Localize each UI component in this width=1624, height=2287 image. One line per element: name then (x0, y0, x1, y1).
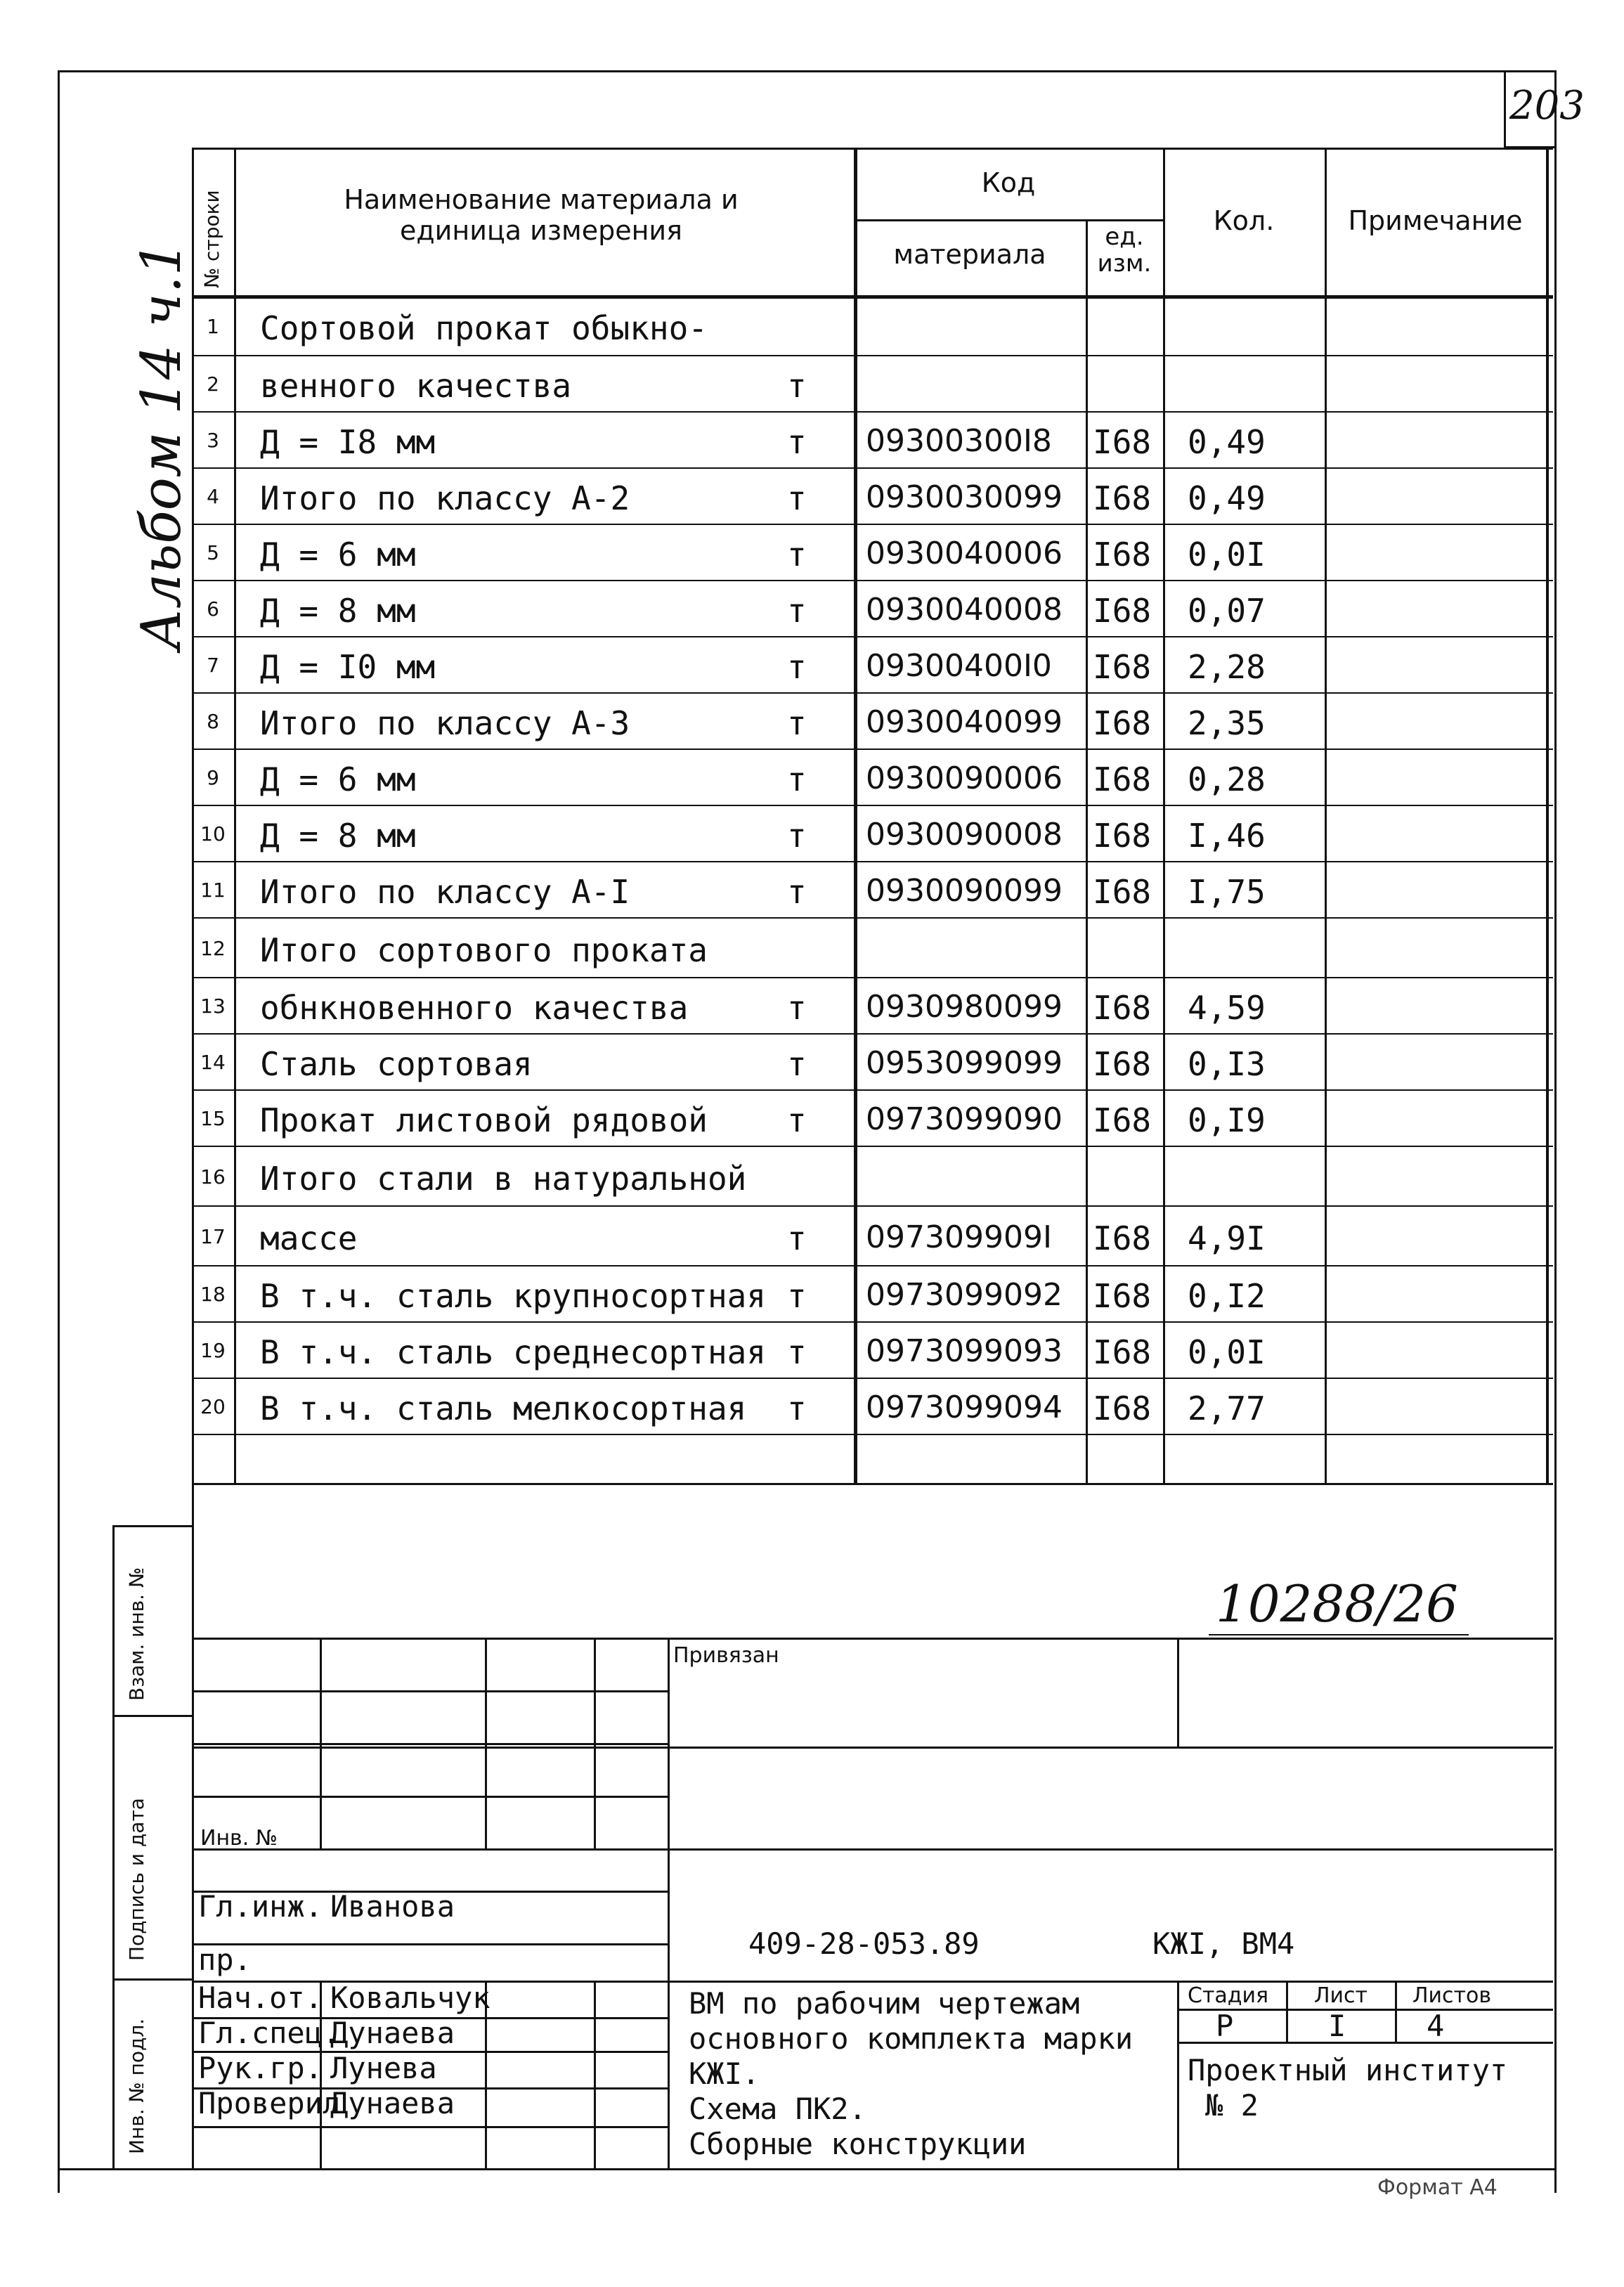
stamp-sign-col-c (594, 1981, 596, 2168)
inv-no-label: Инв. № (200, 1826, 278, 1851)
row-number: 14 (200, 1051, 226, 1074)
handwritten-ref: 10288/26 (1216, 1574, 1458, 1633)
row-unit: т (787, 479, 807, 517)
row-name: Прокат листовой рядовой (260, 1101, 708, 1139)
signatory-name: Лунева (330, 2051, 437, 2085)
header-row-no: № строки (200, 190, 223, 288)
row-code: 0930980099 (866, 989, 1063, 1025)
row-name: массе (260, 1219, 358, 1257)
row-name: Д = I0 мм (260, 648, 436, 686)
stamp-sign-col-4 (668, 1638, 670, 2168)
header-qty: Кол. (1213, 205, 1275, 236)
row-code: 09300300I8 (866, 423, 1052, 459)
sheet-label: Лист (1314, 1983, 1368, 2008)
row-unit: т (787, 536, 807, 574)
row-unit: т (787, 817, 807, 855)
row-number: 8 (207, 710, 219, 733)
row-unit: т (787, 1101, 807, 1139)
frame-top (58, 70, 1554, 72)
row-qty: I,75 (1188, 873, 1266, 911)
row-ed: I68 (1093, 479, 1152, 517)
doc-mark: КЖI, ВМ4 (1152, 1926, 1295, 1961)
stamp-row-5 (192, 1848, 1553, 1851)
side-note: Альбом 14 ч.1 (130, 240, 193, 650)
signatory-role: Нач.от. (198, 1981, 323, 2015)
row-ed: I68 (1093, 989, 1152, 1027)
signatory-role: Гл.инж. (198, 1889, 323, 1924)
row-unit: т (787, 1277, 807, 1315)
row-ed: I68 (1093, 1333, 1152, 1371)
stamp-stage-col-1 (1286, 1981, 1288, 2042)
row-code: 0953099099 (866, 1045, 1063, 1081)
signatory-name: Ковальчук (330, 1981, 491, 2015)
stamp-stage-row-2 (1177, 2042, 1553, 2044)
table-bottom (192, 1483, 1553, 1485)
row-name: Д = 8 мм (260, 592, 416, 630)
handwritten-ref-underline (1209, 1634, 1469, 1635)
row-code: 0973099094 (866, 1389, 1063, 1425)
row-number: 10 (200, 822, 226, 846)
signatory-role: Рук.гр. (198, 2051, 323, 2085)
row-qty: 0,0I (1188, 536, 1266, 574)
sheet-value: I (1328, 2009, 1346, 2043)
row-divider (192, 1434, 1553, 1435)
side-podp: Подпись и дата (125, 1798, 148, 1961)
row-number: 3 (207, 429, 219, 452)
row-qty: 4,59 (1188, 989, 1266, 1027)
row-unit: т (787, 1045, 807, 1083)
row-code: 0973099090 (866, 1101, 1063, 1137)
row-code: 0930030099 (866, 479, 1063, 515)
row-ed: I68 (1093, 1045, 1152, 1083)
row-number: 4 (207, 485, 219, 508)
row-code: 0973099093 (866, 1333, 1063, 1369)
row-unit: т (787, 1389, 807, 1427)
row-name: Д = 6 мм (260, 536, 416, 574)
header-name: Наименование материала и единица измерения (344, 184, 739, 246)
row-number: 7 (207, 654, 219, 677)
row-number: 19 (200, 1339, 226, 1362)
page-number-box-left (1504, 70, 1506, 148)
row-unit: т (787, 989, 807, 1027)
frame-right (1554, 70, 1557, 2193)
row-name: Сортовой прокат обыкно- (260, 309, 708, 347)
row-qty: I,46 (1188, 817, 1266, 855)
row-qty: 4,9I (1188, 1219, 1266, 1257)
row-number: 17 (200, 1225, 226, 1248)
row-code: 0930090008 (866, 817, 1063, 853)
side-inv: Инв. № подл. (125, 2018, 148, 2154)
row-ed: I68 (1093, 873, 1152, 911)
row-qty: 0,49 (1188, 423, 1266, 461)
row-qty: 0,I2 (1188, 1277, 1266, 1315)
row-number: 20 (200, 1395, 226, 1418)
signatory-role: Гл.спец. (198, 2016, 341, 2050)
row-number: 11 (200, 879, 226, 902)
title-line-2: основного комплекта марки (689, 2021, 1133, 2056)
org-line-1: Проектный институт (1188, 2053, 1508, 2087)
code-subheader-line (854, 219, 1163, 221)
row-number: 18 (200, 1283, 226, 1306)
row-qty: 0,I3 (1188, 1045, 1266, 1083)
row-number: 12 (200, 937, 226, 960)
row-ed: I68 (1093, 1389, 1152, 1427)
stamp-left-border (192, 1483, 194, 2168)
privyazan-label: Привязан (673, 1643, 779, 1668)
row-unit: т (787, 648, 807, 686)
sheets-value: 4 (1427, 2009, 1445, 2043)
row-ed: I68 (1093, 1277, 1152, 1315)
stamp-left-row-4 (192, 1796, 668, 1798)
row-qty: 0,I9 (1188, 1101, 1266, 1139)
header-code: Код (981, 167, 1036, 198)
row-qty: 0,28 (1188, 760, 1266, 798)
side-strip-div-2 (112, 1978, 192, 1981)
row-name: Итого по классу А-3 (260, 704, 630, 742)
stamp-left-row-2 (192, 1743, 668, 1745)
row-qty: 0,0I (1188, 1333, 1266, 1371)
row-name: Д = 6 мм (260, 760, 416, 798)
signatory-name: Дунаева (330, 2016, 455, 2050)
row-ed: I68 (1093, 704, 1152, 742)
row-name: Итого сортового проката (260, 931, 708, 969)
stage-label: Стадия (1188, 1983, 1269, 2008)
row-ed: I68 (1093, 817, 1152, 855)
row-code: 0930040006 (866, 536, 1063, 571)
row-number: 15 (200, 1107, 226, 1130)
row-qty: 2,77 (1188, 1389, 1266, 1427)
row-name: Сталь сортовая (260, 1045, 533, 1083)
stamp-top (192, 1638, 1553, 1640)
side-strip-top (112, 1525, 192, 1527)
sheets-label: Листов (1412, 1983, 1492, 2008)
stamp-row-7 (192, 1943, 668, 1945)
stage-value: Р (1216, 2009, 1234, 2043)
title-line-3: КЖI. (689, 2056, 760, 2091)
stamp-row-12 (192, 2126, 668, 2128)
stamp-bottom (58, 2168, 1554, 2170)
row-code: 09300400I0 (866, 648, 1052, 684)
row-name: В т.ч. сталь среднесортная (260, 1333, 767, 1371)
title-line-5: Сборные конструкции (689, 2127, 1027, 2161)
row-ed: I68 (1093, 423, 1152, 461)
row-unit: т (787, 873, 807, 911)
row-name: Итого по классу А-2 (260, 479, 630, 517)
row-number: 9 (207, 766, 219, 789)
signatory-role: Проверил (198, 2086, 341, 2120)
row-unit: т (787, 1333, 807, 1371)
row-code: 0930040008 (866, 592, 1063, 628)
row-ed: I68 (1093, 1219, 1152, 1257)
row-name: Д = I8 мм (260, 423, 436, 461)
row-number: 2 (207, 372, 219, 396)
stamp-privyazan-right (1177, 1638, 1179, 1747)
side-strip-left (112, 1525, 115, 2168)
row-number: 6 (207, 597, 219, 621)
signatory-name: Иванова (330, 1889, 455, 1924)
row-name: обнкновенного качества (260, 989, 689, 1027)
row-number: 1 (207, 315, 219, 338)
row-ed: I68 (1093, 648, 1152, 686)
row-qty: 0,49 (1188, 479, 1266, 517)
row-unit: т (787, 367, 807, 405)
header-code-unit: ед. изм. (1097, 223, 1152, 278)
row-code: 097309909I (866, 1219, 1052, 1255)
header-code-material: материала (893, 239, 1046, 270)
doc-code: 409-28-053.89 (748, 1926, 980, 1961)
table-top (192, 148, 1553, 150)
page-number: 203 (1509, 83, 1585, 129)
row-name: Д = 8 мм (260, 817, 416, 855)
title-line-1: ВМ по рабочим чертежам (689, 1986, 1080, 2021)
row-number: 5 (207, 541, 219, 564)
row-name: Итого стали в натуральной (260, 1160, 747, 1198)
side-strip-div-1 (112, 1715, 192, 1717)
row-qty: 0,07 (1188, 592, 1266, 630)
frame-left (58, 70, 60, 2193)
row-unit: т (787, 704, 807, 742)
header-note: Примечание (1348, 205, 1523, 236)
stamp-left-row-1 (192, 1690, 668, 1692)
row-number: 13 (200, 995, 226, 1018)
org-line-2: № 2 (1205, 2088, 1259, 2123)
row-name: Итого по классу А-I (260, 873, 630, 911)
row-unit: т (787, 760, 807, 798)
row-number: 16 (200, 1165, 226, 1188)
row-qty: 2,35 (1188, 704, 1266, 742)
stamp-stage-col-2 (1395, 1981, 1397, 2042)
row-code: 0973099092 (866, 1277, 1063, 1313)
row-name: В т.ч. сталь мелкосортная (260, 1389, 747, 1427)
signatory-role: пр. (198, 1943, 252, 1977)
row-ed: I68 (1093, 592, 1152, 630)
row-code: 0930090006 (866, 760, 1063, 796)
row-code: 0930090099 (866, 873, 1063, 909)
row-ed: I68 (1093, 1101, 1152, 1139)
row-ed: I68 (1093, 536, 1152, 574)
stamp-row-3 (192, 1747, 1553, 1749)
row-unit: т (787, 592, 807, 630)
row-unit: т (787, 423, 807, 461)
row-code: 0930040099 (866, 704, 1063, 740)
format-label: Формат А4 (1377, 2175, 1498, 2200)
row-name: В т.ч. сталь крупносортная (260, 1277, 767, 1315)
signatory-name: Дунаева (330, 2086, 455, 2120)
title-line-4: Схема ПК2. (689, 2092, 866, 2126)
stamp-stage-row-1 (1177, 2009, 1553, 2011)
row-ed: I68 (1093, 760, 1152, 798)
side-vzam: Взам. инв. № (125, 1567, 148, 1701)
row-name: венного качества (260, 367, 572, 405)
row-unit: т (787, 1219, 807, 1257)
row-qty: 2,28 (1188, 648, 1266, 686)
